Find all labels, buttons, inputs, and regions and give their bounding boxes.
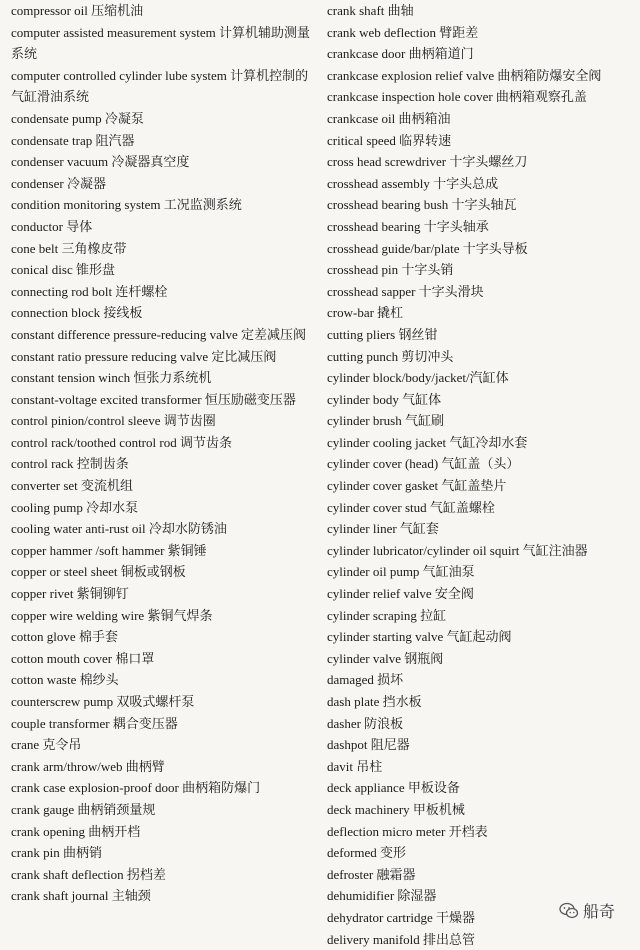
- glossary-entry: cylinder brush 气缸刷: [327, 413, 444, 429]
- glossary-entry: delivery manifold 排出总管: [327, 931, 476, 947]
- glossary-entry: cylinder cooling jacket 气缸冷却水套: [327, 434, 528, 450]
- glossary-entry: damaged 损坏: [327, 672, 404, 688]
- glossary-entry: conductor 导体: [11, 218, 93, 234]
- glossary-entry: cooling water anti-rust oil 冷却水防锈油: [11, 521, 227, 537]
- glossary-entry: crosshead pin 十字头销: [327, 262, 454, 278]
- glossary-entry: copper or steel sheet 铜板或钢板: [11, 564, 186, 580]
- glossary-entry: deck machinery 甲板机械: [327, 801, 465, 817]
- glossary-entry: condenser 冷凝器: [11, 175, 106, 191]
- glossary-entry: counterscrew pump 双吸式螺杆泵: [11, 694, 195, 709]
- glossary-entry: critical speed 临界转速: [327, 132, 452, 148]
- glossary-entry: cylinder cover gasket 气缸盖垫片: [327, 478, 507, 494]
- glossary-entry: deflection micro meter 开档表: [327, 823, 488, 839]
- glossary-entry: cylinder liner 气缸套: [327, 521, 439, 537]
- glossary-entry: deck appliance 甲板设备: [327, 780, 460, 796]
- watermark-text: 船奇: [582, 902, 615, 921]
- glossary-entry: defroster 融霜器: [327, 866, 416, 882]
- glossary-entry: crank gauge 曲柄销颈量规: [11, 801, 156, 817]
- glossary-entry: cutting punch 剪切冲头: [327, 348, 454, 364]
- glossary-entry: cylinder oil pump 气缸油泵: [327, 564, 475, 580]
- glossary-entry: crosshead sapper 十字头滑块: [327, 283, 484, 299]
- glossary-entry: cone belt 三角橡皮带: [11, 240, 127, 256]
- glossary-entry: condensate pump 冷凝泵: [11, 110, 144, 126]
- glossary-entry: crank pin 曲柄销: [11, 845, 102, 861]
- watermark-logo: [556, 898, 618, 923]
- glossary-entry: constant-voltage excited transformer 恒压励磁变压器: [11, 391, 296, 407]
- glossary-entry: conical disc 锥形盘: [11, 262, 115, 278]
- glossary-entry: constant tension winch 恒张力系统机: [11, 370, 212, 386]
- glossary-entry: cylinder scraping 拉缸: [327, 607, 447, 623]
- wechat-icon: [559, 901, 579, 921]
- glossary-entry: control rack/toothed control rod 调节齿条: [11, 434, 232, 450]
- glossary-entry: crosshead bearing 十字头轴承: [327, 218, 489, 234]
- glossary-entry: deformed 变形: [327, 845, 407, 861]
- glossary-entry: cutting pliers 钢丝钳: [327, 326, 438, 342]
- glossary-entry: crank case explosion-proof door 曲柄箱防爆门: [11, 780, 261, 796]
- glossary-entry: crankcase door 曲柄箱道门: [327, 46, 474, 62]
- glossary-entry: cylinder valve 钢瓶阀: [327, 650, 444, 666]
- glossary-entry: cylinder lubricator/cylinder oil squirt 气缸注油器: [327, 542, 588, 558]
- glossary-entry: copper hammer /soft hammer 紫铜锤: [11, 542, 207, 558]
- glossary-entry: dehumidifier 除湿器: [327, 888, 437, 904]
- glossary-entry: dash plate 挡水板: [327, 694, 422, 709]
- glossary-entry: crank arm/throw/web 曲柄臂: [11, 758, 165, 774]
- glossary-entry: dehydrator cartridge 干燥器: [327, 909, 476, 925]
- glossary-entry: copper wire welding wire 紫铜气焊条: [11, 607, 213, 623]
- glossary-entry: cylinder cover stud 气缸盖螺栓: [327, 499, 495, 515]
- glossary-entry: cylinder block/body/jacket/汽缸体: [327, 370, 509, 386]
- glossary-entry: condenser vacuum 冷凝器真空度: [11, 154, 190, 170]
- glossary-entry: dashpot 阻尼器: [327, 737, 410, 753]
- glossary-entry: converter set 变流机组: [11, 478, 134, 494]
- glossary-entry: constant ratio pressure reducing valve 定比减压阀: [11, 348, 277, 364]
- glossary-entry: cooling pump 冷却水泵: [11, 499, 139, 515]
- glossary-entry: crosshead guide/bar/plate 十字头导板: [327, 240, 528, 256]
- glossary-entry: cross head screwdriver 十字头螺丝刀: [327, 154, 528, 170]
- glossary-entry: cylinder body 气缸体: [327, 391, 442, 407]
- glossary-entry: crank shaft journal 主轴颈: [11, 888, 151, 904]
- glossary-entry: constant difference pressure-reducing valve 定差减压阀: [11, 326, 307, 342]
- glossary-entry: cotton glove 棉手套: [11, 629, 118, 645]
- glossary-entry: dasher 防浪板: [327, 715, 404, 731]
- glossary-entry: computer assisted measurement system 计算机辅助测量系统: [11, 24, 310, 62]
- glossary-entry: connection block 接线板: [11, 305, 143, 321]
- glossary-entry: compressor oil 压缩机油: [11, 3, 144, 18]
- glossary-entry: crankcase explosion relief valve 曲柄箱防爆安全阀: [327, 67, 602, 83]
- glossary-entry: couple transformer 耦合变压器: [11, 715, 178, 731]
- glossary-entry: crank shaft 曲轴: [327, 3, 414, 18]
- glossary-entry: control pinion/control sleeve 调节齿圈: [11, 413, 216, 429]
- glossary-entry: crane 克令吊: [11, 737, 82, 753]
- glossary-column-left: [11, 0, 315, 907]
- glossary-entry: crank opening 曲柄开档: [11, 823, 141, 839]
- glossary-entry: cylinder starting valve 气缸起动阀: [327, 629, 512, 645]
- glossary-entry: crankcase oil 曲柄箱油: [327, 110, 451, 126]
- glossary-entry: control rack 控制齿条: [11, 456, 129, 472]
- glossary-entry: connecting rod bolt 连杆螺栓: [11, 283, 168, 299]
- glossary-entry: cotton mouth cover 棉口罩: [11, 650, 155, 666]
- glossary-entry: crank shaft deflection 拐档差: [11, 866, 166, 882]
- glossary-entry: davit 吊柱: [327, 758, 383, 774]
- glossary-column-right: [327, 0, 633, 950]
- glossary-entry: condition monitoring system 工况监测系统: [11, 197, 242, 213]
- glossary-entry: cotton waste 棉纱头: [11, 672, 119, 688]
- glossary-entry: computer controlled cylinder lube system 计算机控制的气缸滑油系统: [11, 67, 309, 105]
- glossary-entry: crosshead assembly 十字头总成: [327, 175, 499, 191]
- glossary-entry: copper rivet 紫铜铆钉: [11, 586, 129, 602]
- glossary-entry: crankcase inspection hole cover 曲柄箱观察孔盖: [327, 89, 587, 105]
- glossary-entry: cylinder cover (head) 气缸盖（头）: [327, 456, 520, 472]
- glossary-entry: condensate trap 阻汽器: [11, 132, 135, 148]
- glossary-entry: crosshead bearing bush 十字头轴瓦: [327, 197, 517, 213]
- glossary-entry: crow-bar 撬杠: [327, 305, 404, 321]
- glossary-entry: cylinder relief valve 安全阀: [327, 586, 474, 602]
- glossary-entry: crank web deflection 臂距差: [327, 24, 479, 40]
